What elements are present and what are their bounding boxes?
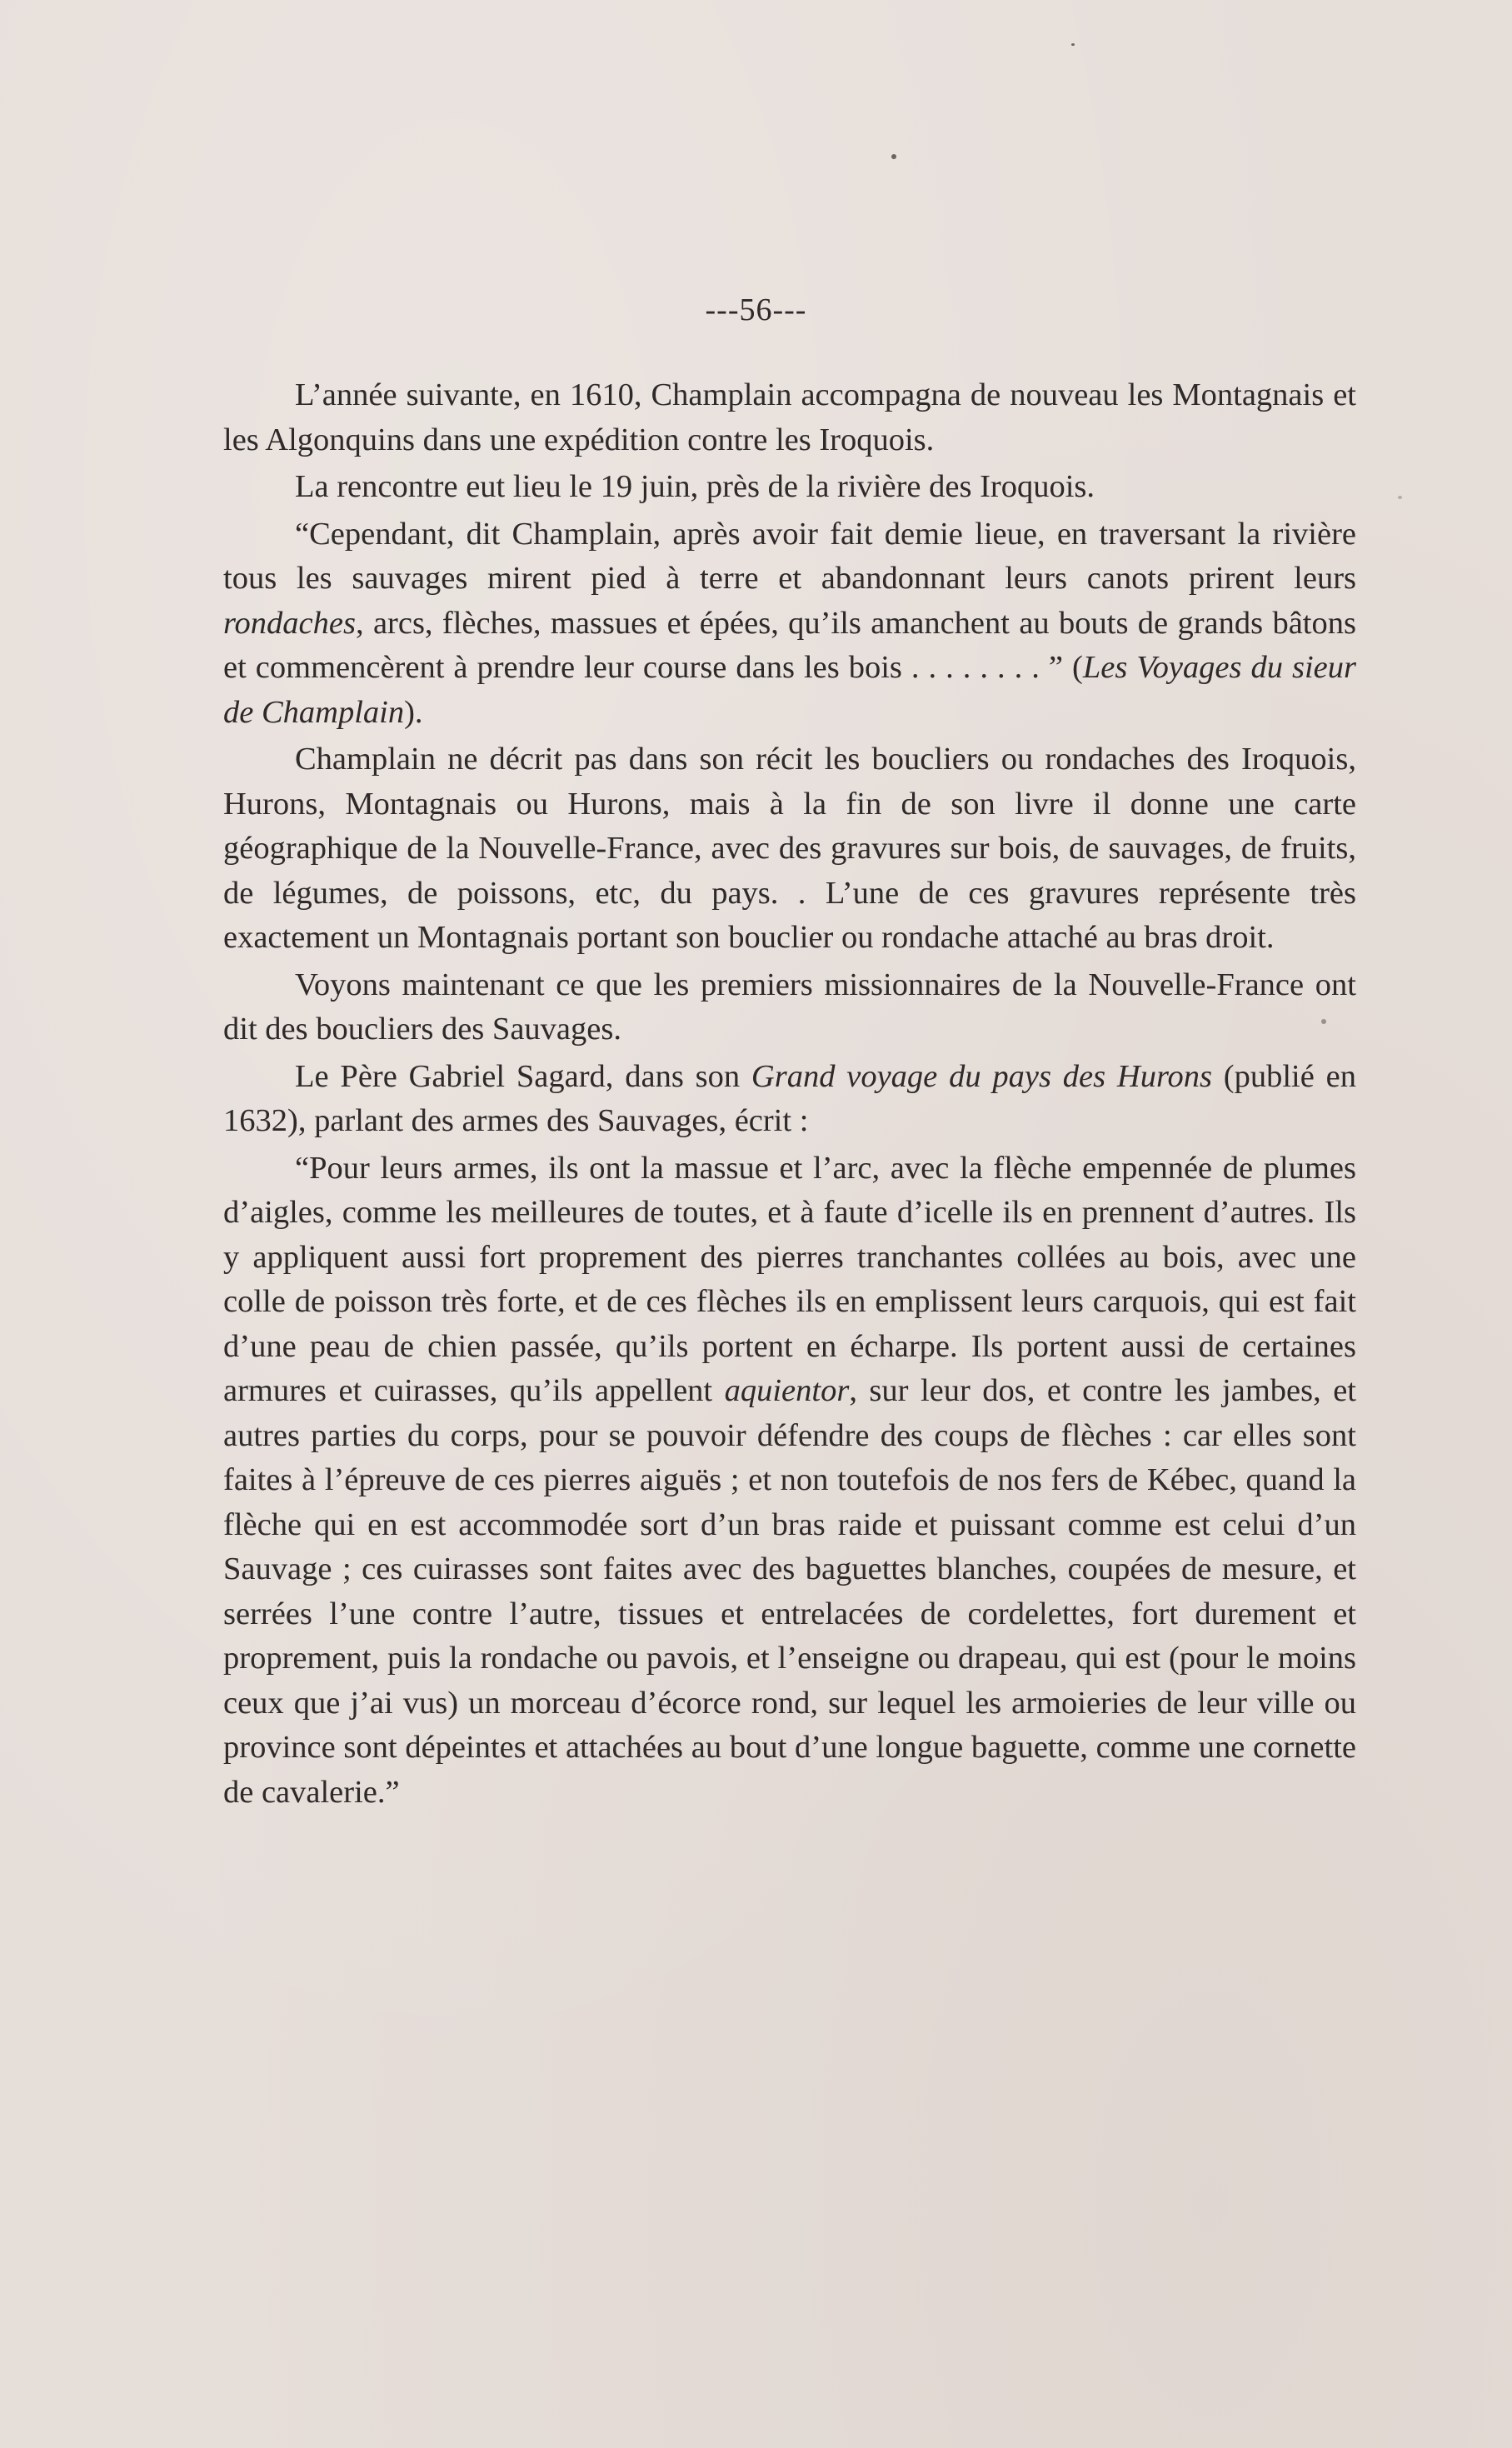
paragraph bbox=[223, 373, 1356, 462]
text-run: Champlain ne décrit pas dans son récit les boucliers ou rondaches des Iroquois, Hurons, Montagnais ou Hurons, mais à la fin de son livre il donne une carte géographique de la Nouvelle-France, avec des gravures sur bois, de sauvages, de fruits, de légumes, de poissons, etc, du pays. . L’une de ces gravures représente très exactement un Montagnais portant son bouclier ou rondache attaché au bras droit. bbox=[223, 742, 1356, 955]
page-number: ---56--- bbox=[705, 292, 807, 327]
text-run: , sur leur dos, et contre les jambes, et autres parties du corps, pour se pouvoir défendre des coups de flèches : car elles sont faites à l’épreuve de ces pierres aiguës ; et non toutefois de nos fers de Kébec, quand la flèche qui en est accommodée sort d’un bras raide et puissant comme est celui d’un Sauvage ; ces cuirasses sont faites avec des baguettes blanches, coupées de mesure, et serrées l’une contre l’autre, tissues et entrelacées de cordelettes, fort durement et proprement, puis la rondache ou pavois, et l’enseigne ou drapeau, qui est (pour le moins ceux que j’ai vus) un morceau d’écorce rond, sur lequel les armoieries de leur ville ou province sont dépeintes et attachées au bout d’une longue baguette, comme une cornette de cavalerie.” bbox=[223, 1373, 1356, 1810]
italic-text: Les Voyages du sieur de Champlain bbox=[223, 650, 1356, 730]
text-run: , arcs, flèches, massues et épées, qu’ils amanchent au bouts de grands bâtons et commencèrent à prendre leur course dans les bois . . . . . . . . ” ( bbox=[223, 605, 1356, 685]
text-run: Voyons maintenant ce que les premiers missionnaires de la Nouvelle-France ont dit des boucliers des Sauvages. bbox=[223, 967, 1356, 1047]
text-run: Le Père Gabriel Sagard, dans son bbox=[295, 1058, 751, 1094]
text-run: (publié en 1632), parlant des armes des Sauvages, écrit : bbox=[223, 1058, 1356, 1138]
ink-speck bbox=[891, 154, 896, 159]
italic-text: rondaches bbox=[223, 605, 356, 641]
italic-text: Grand voyage du pays des Hurons bbox=[751, 1058, 1212, 1094]
italic-text: aquientor bbox=[724, 1373, 850, 1408]
text-run: ). bbox=[404, 694, 423, 730]
body-text bbox=[223, 373, 1356, 1817]
text-run: “Pour leurs armes, ils ont la massue et l’arc, avec la flèche empennée de plumes d’aigles, comme les meilleures de toutes, et à faute d’icelle ils en prennent d’autres. Ils y appliquent aussi fort proprement des pierres tranchantes collées au bois, avec une colle de poisson très forte, et de ces flèches ils en emplissent leurs carquois, qui est fait d’une peau de chien passée, qu’ils portent en écharpe. Ils portent aussi de certaines armures et cuirasses, qu’ils appellent bbox=[223, 1150, 1356, 1408]
paragraph bbox=[223, 512, 1356, 736]
text-run: L’année suivante, en 1610, Champlain accompagna de nouveau les Montagnais et les Algonquins dans une expédition contre les Iroquois. bbox=[223, 377, 1356, 457]
paragraph bbox=[223, 1147, 1356, 1816]
text-run: La rencontre eut lieu le 19 juin, près de la rivière des Iroquois. bbox=[295, 469, 1095, 504]
paragraph bbox=[223, 465, 1356, 510]
paragraph bbox=[223, 737, 1356, 961]
ink-speck bbox=[1071, 43, 1075, 46]
paragraph bbox=[223, 963, 1356, 1052]
text-run: “Cependant, dit Champlain, après avoir fait demie lieue, en traversant la rivière tous les sauvages mirent pied à terre et abandonnant leurs canots prirent leurs bbox=[223, 516, 1356, 596]
paragraph bbox=[223, 1055, 1356, 1144]
ink-speck bbox=[1398, 496, 1402, 499]
